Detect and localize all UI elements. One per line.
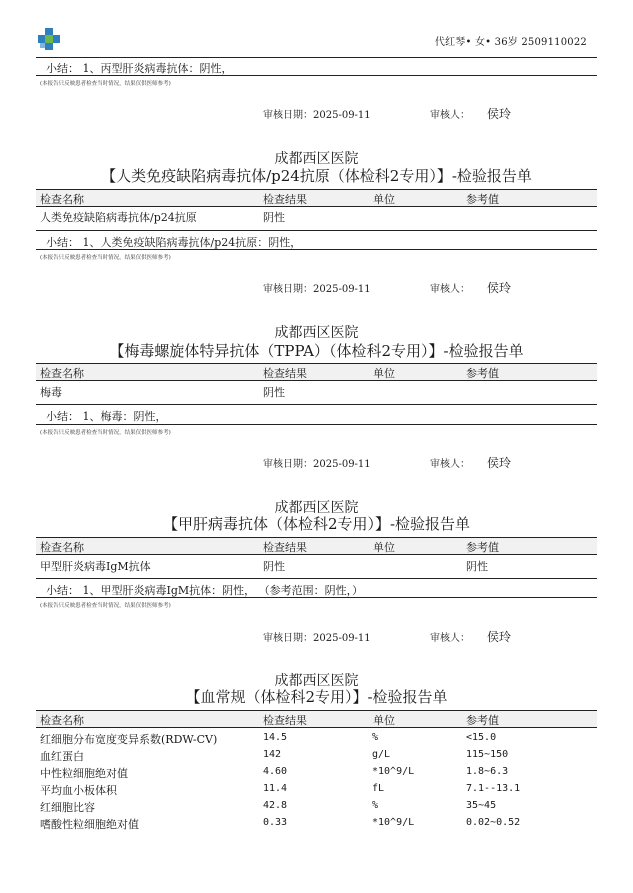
hospital-cross-logo <box>38 28 60 50</box>
item-unit: % <box>372 800 379 811</box>
table-header <box>36 711 597 727</box>
item-result: 42.8 <box>263 800 288 811</box>
col-name: 检查名称 <box>40 193 84 206</box>
hospital-name: 成都西区医院 <box>274 151 359 167</box>
audit-date: 审核日期：2025-09-11 <box>263 284 371 295</box>
divider <box>36 597 597 598</box>
col-unit: 单位 <box>373 541 395 554</box>
item-unit: fL <box>372 783 385 794</box>
item-result: 阴性 <box>263 560 285 573</box>
hospital-name: 成都西区医院 <box>274 673 359 689</box>
item-name: 血红蛋白 <box>40 750 84 763</box>
col-result: 检查结果 <box>263 714 307 727</box>
item-unit: g/L <box>372 749 391 760</box>
item-ref: <15.0 <box>466 732 497 743</box>
divider <box>36 727 597 728</box>
divider <box>36 230 597 231</box>
item-ref: 7.1--13.1 <box>466 783 521 794</box>
item-name: 梅毒 <box>40 386 62 399</box>
divider <box>36 578 597 579</box>
item-result: 阴性 <box>263 211 285 224</box>
col-ref: 参考值 <box>466 541 499 554</box>
item-name: 人类免疫缺陷病毒抗体/p24抗原 <box>40 211 197 224</box>
table-header <box>36 538 597 554</box>
summary-hcv: 小结： 1、丙型肝炎病毒抗体：阴性， <box>46 62 233 75</box>
item-ref: 1.8~6.3 <box>466 766 509 777</box>
item-ref: 0.02~0.52 <box>466 817 521 828</box>
item-name: 红细胞分布宽度变异系数(RDW-CV) <box>40 733 218 746</box>
col-ref: 参考值 <box>466 193 499 206</box>
item-ref: 35~45 <box>466 800 497 811</box>
summary: 小结： 1、甲型肝炎病毒IgM抗体：阴性， （参考范围：阴性，） <box>46 584 364 597</box>
divider <box>36 380 597 381</box>
col-result: 检查结果 <box>263 367 307 380</box>
divider <box>36 57 597 58</box>
item-result: 4.60 <box>263 766 288 777</box>
divider <box>36 554 597 555</box>
divider <box>36 404 597 405</box>
table-header <box>36 364 597 380</box>
audit-date: 审核日期：2025-09-11 <box>263 110 371 121</box>
col-unit: 单位 <box>373 193 395 206</box>
audit-date: 审核日期：2025-09-11 <box>263 459 371 470</box>
auditor-label: 审核人： <box>430 633 470 644</box>
disclaimer: (本报告只反映患者检查当时情况，结果仅供医师参考) <box>40 430 171 436</box>
col-name: 检查名称 <box>40 714 84 727</box>
report-title: 【甲肝病毒抗体（体检科2专用）】-检验报告单 <box>162 515 471 533</box>
auditor-name: 侯玲 <box>487 281 512 295</box>
report-title: 【梅毒螺旋体特异抗体（TPPA）（体检科2专用）】-检验报告单 <box>109 342 524 360</box>
patient-info: 代红琴• 女• 36岁 2509110022 <box>434 37 587 48</box>
col-unit: 单位 <box>373 367 395 380</box>
auditor-name: 侯玲 <box>487 456 512 470</box>
item-result: 阴性 <box>263 386 285 399</box>
disclaimer: (本报告只反映患者检查当时情况，结果仅供医师参考) <box>40 255 171 261</box>
auditor-label: 审核人： <box>430 110 470 121</box>
item-unit: *10^9/L <box>372 817 415 828</box>
col-name: 检查名称 <box>40 367 84 380</box>
hospital-name: 成都西区医院 <box>274 500 359 516</box>
summary: 小结： 1、梅毒：阴性， <box>46 410 167 423</box>
item-result: 14.5 <box>263 732 288 743</box>
auditor-label: 审核人： <box>430 459 470 470</box>
report-title: 【人类免疫缺陷病毒抗体/p24抗原（体检科2专用）】-检验报告单 <box>101 167 532 185</box>
item-name: 甲型肝炎病毒IgM抗体 <box>40 560 151 573</box>
auditor-name: 侯玲 <box>487 107 512 121</box>
col-unit: 单位 <box>373 714 395 727</box>
item-unit: *10^9/L <box>372 766 415 777</box>
divider <box>36 424 597 425</box>
item-result: 11.4 <box>263 783 288 794</box>
disclaimer: (本报告只反映患者检查当时情况，结果仅供医师参考) <box>40 81 171 87</box>
summary: 小结： 1、人类免疫缺陷病毒抗体/p24抗原：阴性， <box>46 236 302 249</box>
hospital-name: 成都西区医院 <box>274 325 359 341</box>
item-ref: 阴性 <box>466 560 488 573</box>
table-header <box>36 190 597 206</box>
col-result: 检查结果 <box>263 541 307 554</box>
audit-date: 审核日期：2025-09-11 <box>263 633 371 644</box>
item-name: 中性粒细胞绝对值 <box>40 767 128 780</box>
item-result: 0.33 <box>263 817 288 828</box>
item-name: 嗜酸性粒细胞绝对值 <box>40 818 139 831</box>
item-unit: % <box>372 732 379 743</box>
divider <box>36 249 597 250</box>
col-ref: 参考值 <box>466 367 499 380</box>
auditor-name: 侯玲 <box>487 630 512 644</box>
divider <box>36 206 597 207</box>
item-name: 平均血小板体积 <box>40 784 117 797</box>
divider <box>36 75 597 76</box>
item-name: 红细胞比容 <box>40 801 95 814</box>
col-ref: 参考值 <box>466 714 499 727</box>
col-name: 检查名称 <box>40 541 84 554</box>
report-title: 【血常规（体检科2专用）】-检验报告单 <box>185 688 448 706</box>
disclaimer: (本报告只反映患者检查当时情况，结果仅供医师参考) <box>40 603 171 609</box>
item-result: 142 <box>263 749 282 760</box>
item-ref: 115~150 <box>466 749 509 760</box>
col-result: 检查结果 <box>263 193 307 206</box>
auditor-label: 审核人： <box>430 284 470 295</box>
